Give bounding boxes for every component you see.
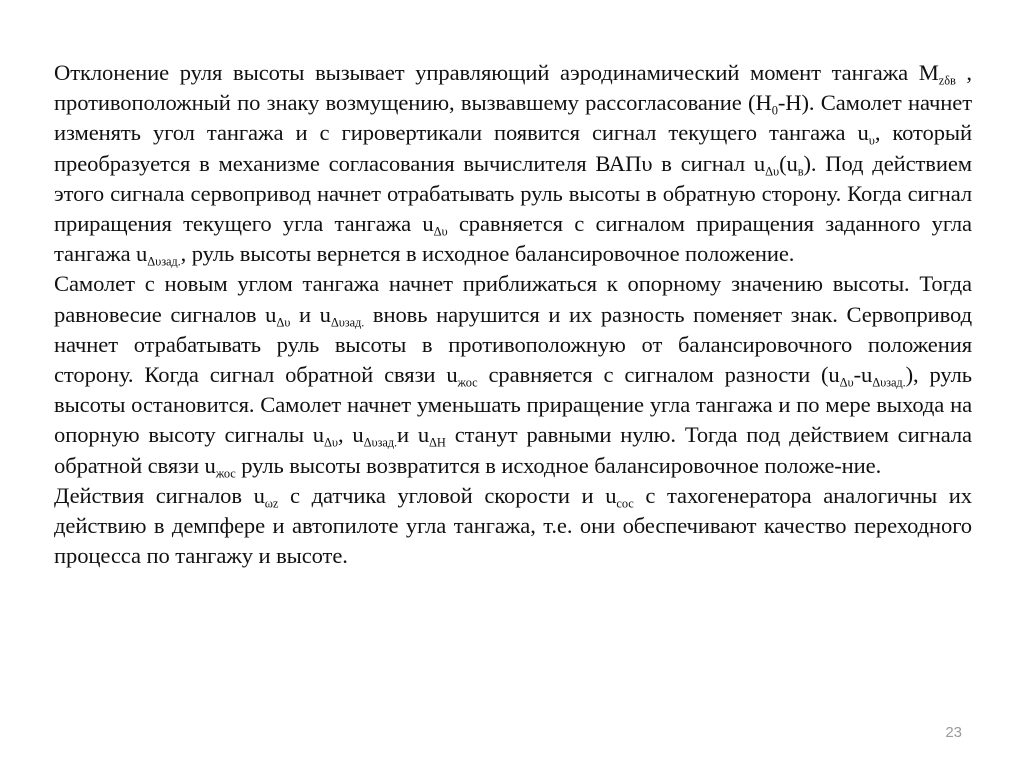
text-run: , который преобразуется в механизме согласования вычислителя ВАПυ в сигнал u (54, 120, 973, 176)
text-run: сравняется с сигналом приращения заданного угла тангажа u (54, 211, 972, 267)
text-run: Действия сигналов u (54, 482, 265, 508)
text-run: Отклонение руля высоты вызывает управляющий аэродинамический момент тангажа М (54, 60, 939, 85)
text-run: (u (779, 150, 798, 176)
text-run: -Н). Самолет начнет изменять угол тангажа и с гировертикали появится сигнал текущего тангажа u (54, 90, 972, 146)
text-run: с тахогенератора аналогичны их действию в демпфере и автопилоте угла тангажа, т.е. они обеспечивают качество переходного процесса по тангажу и высоте. (54, 482, 972, 569)
text-run: и u (396, 422, 430, 448)
subscript: υ (868, 133, 875, 148)
subscript: zδв (938, 73, 956, 88)
subscript: Δυ (276, 314, 291, 329)
page-number: 23 (945, 724, 962, 741)
subscript: Δυ (839, 375, 854, 390)
paragraph (54, 58, 972, 269)
paragraph (54, 481, 972, 572)
subscript: в (797, 163, 804, 178)
text-run: , противоположный по знаку возмущению, вызвавшему рассогласование (Н (54, 60, 972, 116)
text-run: Самолет с новым углом тангажа начнет приближаться к опорному значению высоты. Тогда равновесие сигналов u (54, 271, 972, 327)
subscript: жос (215, 465, 236, 480)
text-run: с датчика угловой скорости и u (278, 482, 617, 508)
subscript: Δυ (765, 163, 780, 178)
text-run: станут равными нулю. Тогда под действием сигнала обратной связи u (54, 422, 972, 478)
subscript: Δυ (324, 435, 338, 450)
subscript: Δυзад. (872, 375, 906, 390)
text-run: ). Под действием этого сигнала сервопривод начнет отрабатывать руль высоты в обратную сторону. Когда сигнал приращения текущего угла тангажа u (54, 150, 972, 237)
subscript: Δυзад. (330, 314, 365, 329)
subscript: Δυзад. (147, 254, 181, 269)
text-run: руль высоты возвратится в исходное балансировочное положе-ние. (235, 452, 882, 478)
text-run: сравняется с сигналом разности (u (477, 362, 840, 388)
subscript: Δυ (433, 224, 448, 239)
body-text (54, 58, 972, 571)
subscript: Δυзад. (363, 435, 397, 450)
subscript: сос (616, 496, 634, 511)
text-run: -u (853, 362, 873, 388)
subscript: жос (457, 375, 478, 390)
subscript: ωz (264, 496, 279, 511)
subscript: 0 (771, 103, 778, 118)
text-run: ), руль высоты остановится. Самолет начнет уменьшать приращение угла тангажа и по мере выхода на опорную высоту сигналы u (54, 362, 972, 448)
paragraph (54, 269, 972, 480)
text-run: и u (290, 301, 331, 327)
text-run: вновь нарушится и их разность поменяет знак. Сервопривод начнет отрабатывать руль высоты в противоположную от балансировочного положения сторону. Когда сигнал обратной связи u (54, 301, 972, 388)
text-run: , руль высоты вернется в исходное балансировочное положение. (180, 241, 795, 267)
subscript: ΔН (429, 435, 446, 450)
text-run: , u (337, 422, 364, 448)
